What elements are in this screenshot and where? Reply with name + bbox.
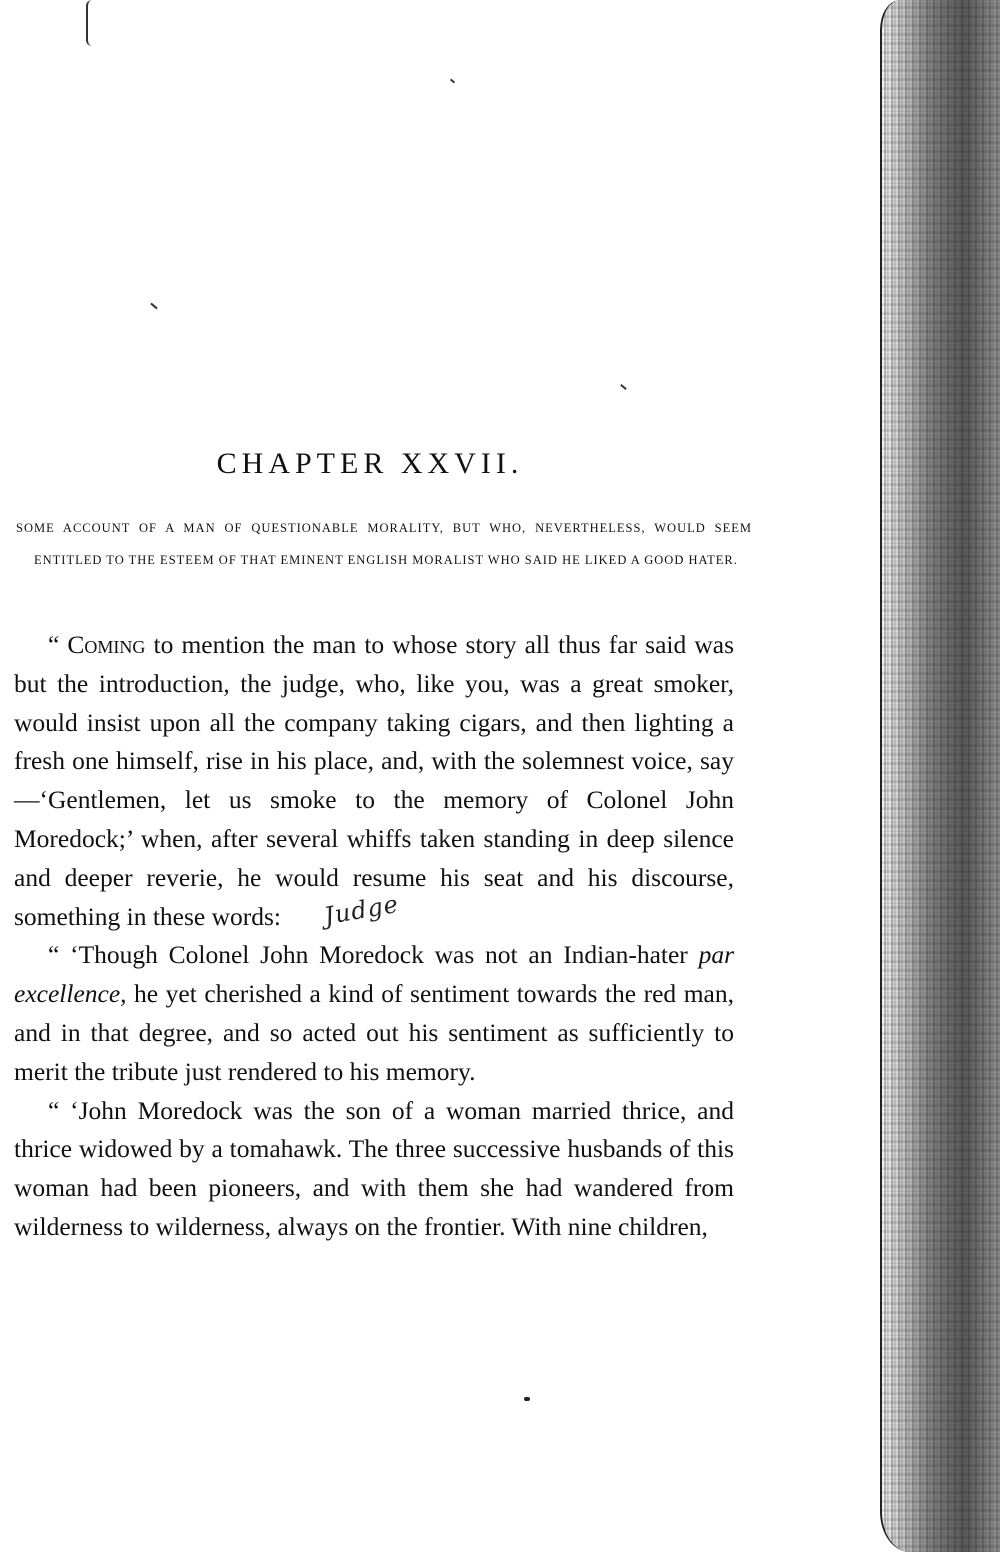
paragraph-1-text: to mention the man to whose story all thus far said was but the introduction, the judge, who, like you, was a great smoker, would insist upon all the company taking cigars, and then lighting a fresh one himself, rise in his place, and, with the solemnest voice, say—‘Gentlemen, let us smoke to the memory of Colonel John Moredock;’ when, after several whiffs taken standing in deep silence and deeper reverie, he would resume his seat and his discourse, something in these words: bbox=[14, 630, 734, 931]
ink-speck-bottom bbox=[524, 1397, 530, 1401]
page-edge-shadow bbox=[880, 0, 1000, 1552]
open-quote: “ bbox=[48, 630, 68, 659]
handwritten-annotation: Judge bbox=[322, 889, 401, 930]
chapter-summary: SOME ACCOUNT OF A MAN OF QUESTIONABLE MORALITY, BUT WHO, NEVERTHELESS, WOULD SEEM ENTITLED TO THE ESTEEM OF THAT EMINENT ENGLISH MORALIST WHO SAID HE LIKED A GOOD HATER. bbox=[16, 521, 752, 567]
chapter-body bbox=[14, 626, 734, 1247]
paragraph-2-end: he yet cherished a kind of sentiment towards the red man, and in that degree, and so acted out his sentiment as sufficiently to merit the tribute just rendered to his memory. bbox=[14, 979, 734, 1086]
paragraph-3: “ ‘John Moredock was the son of a woman married thrice, and thrice widowed by a tomahawk. The three successive husbands of this woman had been pioneers, and with them she had wandered from wilderness to wilderness, always on the frontier. With nine children, bbox=[14, 1095, 734, 1241]
lead-word: Coming bbox=[67, 630, 146, 659]
ink-speck bbox=[150, 303, 157, 310]
paragraph-2-italic: par excellence, bbox=[14, 940, 734, 1009]
ink-speck bbox=[450, 79, 455, 84]
chapter-title: CHAPTER XXVII. bbox=[216, 447, 524, 480]
ink-speck bbox=[620, 384, 627, 390]
paragraph-2 bbox=[14, 936, 734, 1091]
margin-pencil-mark bbox=[86, 0, 96, 46]
paragraph-2-start: “ ‘Though Colonel John Moredock was not an Indian-hater bbox=[48, 940, 699, 970]
paragraph-1 bbox=[14, 626, 734, 936]
